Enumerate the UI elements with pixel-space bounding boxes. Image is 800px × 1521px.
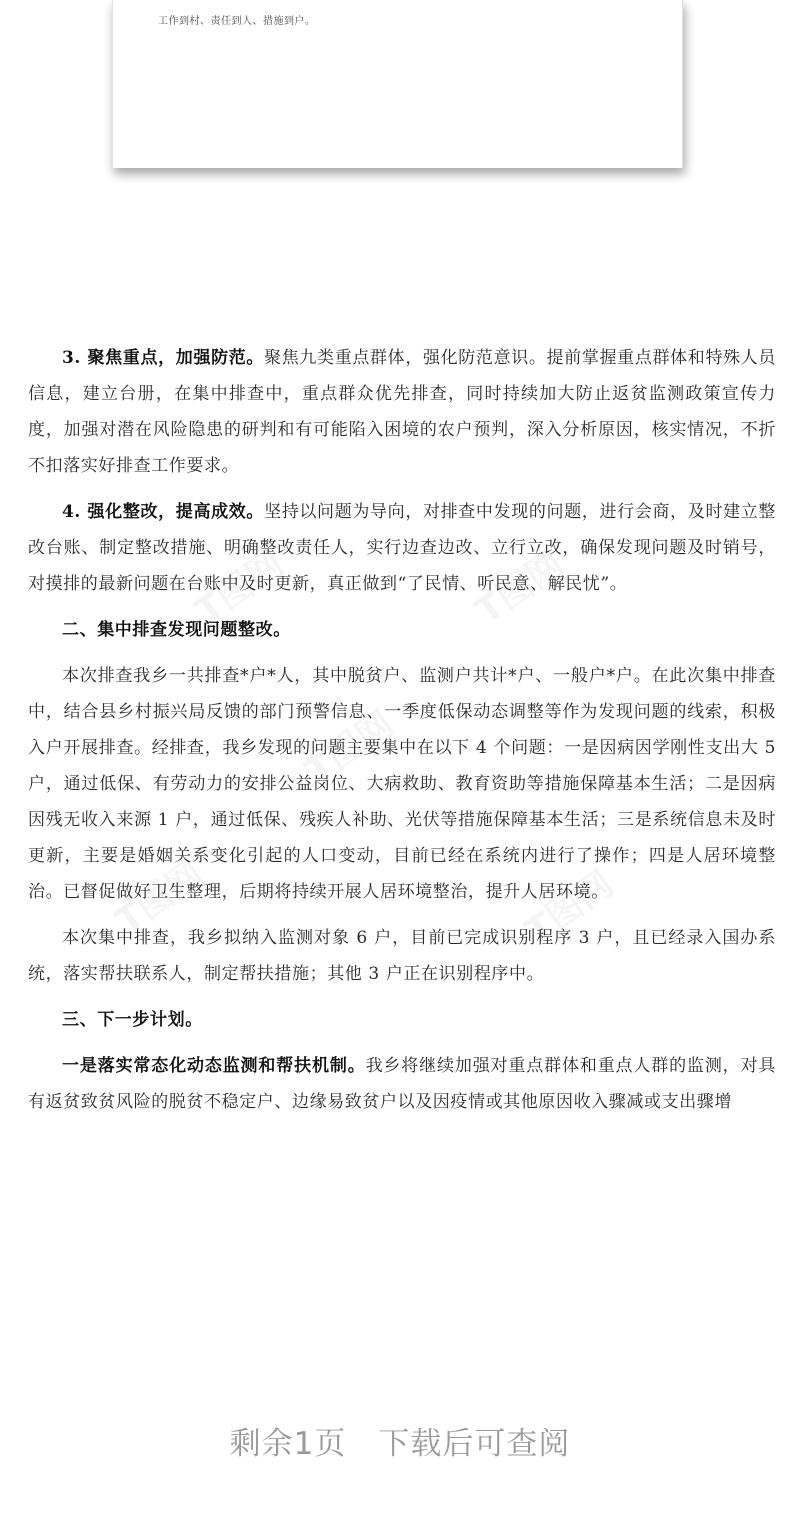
paragraph-body: 坚持以问题为导向，对排查中发现的问题，进行会商，及时建立整改台账、制定整改措施、明确整改责任人，实行边查边改、立行立改，确保发现问题及时销号，对摸排的最新问题在台账中及时更新，真正做到“了民情、听民意、解民忧”。 [28,502,777,594]
paragraph-monitoring-targets: 本次集中排查，我乡拟纳入监测对象 6 户，目前已完成识别程序 3 户，且已经录入国办系统，落实帮扶联系人，制定帮扶措施；其他 3 户正在识别程序中。 [28,928,776,984]
paragraph-investigation-results: 本次排查我乡一共排查*户*人，其中脱贫户、监测户共计*户、一般户*户。在此次集中排查中，结合县乡村振兴局反馈的部门预警信息、一季度低保动态调整等作为发现问题的线索，积极入户开展排查。经排查，我乡发现的问题主要集中在以下 4 个问题：一是因病因学刚性支出大 5 户，通过低保、有劳动力的安排公益岗位、大病救助、教育资助等措施保障基本生活；二是因病因残无收入来源 1 户，通过低保、残疾人补助、光伏等措施保障基本生活；三是系统信息未及时更新，主要是婚姻关系变化引起的人口变动，目前已经在系统内进行了操作；四是人居环境整治。已督促做好卫生整理，后期将持续开展人居环境整治，提升人居环境。 [28,666,776,902]
section-heading: 二、集中排查发现问题整改。 [62,620,291,640]
download-to-read-more-link[interactable]: 剩余1页 下载后可查阅 [229,1426,571,1462]
paragraph-lead: 3. 聚焦重点，加强防范。 [62,348,265,368]
document-body [28,340,776,1130]
paragraph-lead: 4. 强化整改，提高成效。 [62,502,265,522]
paragraph-focus-prevention [28,340,776,484]
paragraph-lead: 一是落实常态化动态监测和帮扶机制。 [62,1056,366,1076]
paragraph-body: 我乡将继续加强对重点群体和重点人群的监测，对具有返贫致贫风险的脱贫不稳定户、边缘易致贫户以及因疫情或其他原因收入骤减或支出骤增 [28,1056,776,1112]
preview-page-card [112,0,683,168]
paragraph-next-plan [28,1048,776,1120]
preview-card-text: 工作到村、责任到人、措施到户。 [158,16,316,27]
paragraph-rectification [28,494,776,602]
paragraph-body: 聚焦九类重点群体，强化防范意识。提前掌握重点群体和特殊人员信息，建立台册，在集中排查中，重点群众优先排查，同时持续加大防止返贫监测政策宣传力度，加强对潜在风险隐患的研判和有可能陷入困境的农户预判，深入分析原因，核实情况，不折不扣落实好排查工作要求。 [28,348,777,476]
section-heading: 三、下一步计划。 [62,1010,203,1030]
